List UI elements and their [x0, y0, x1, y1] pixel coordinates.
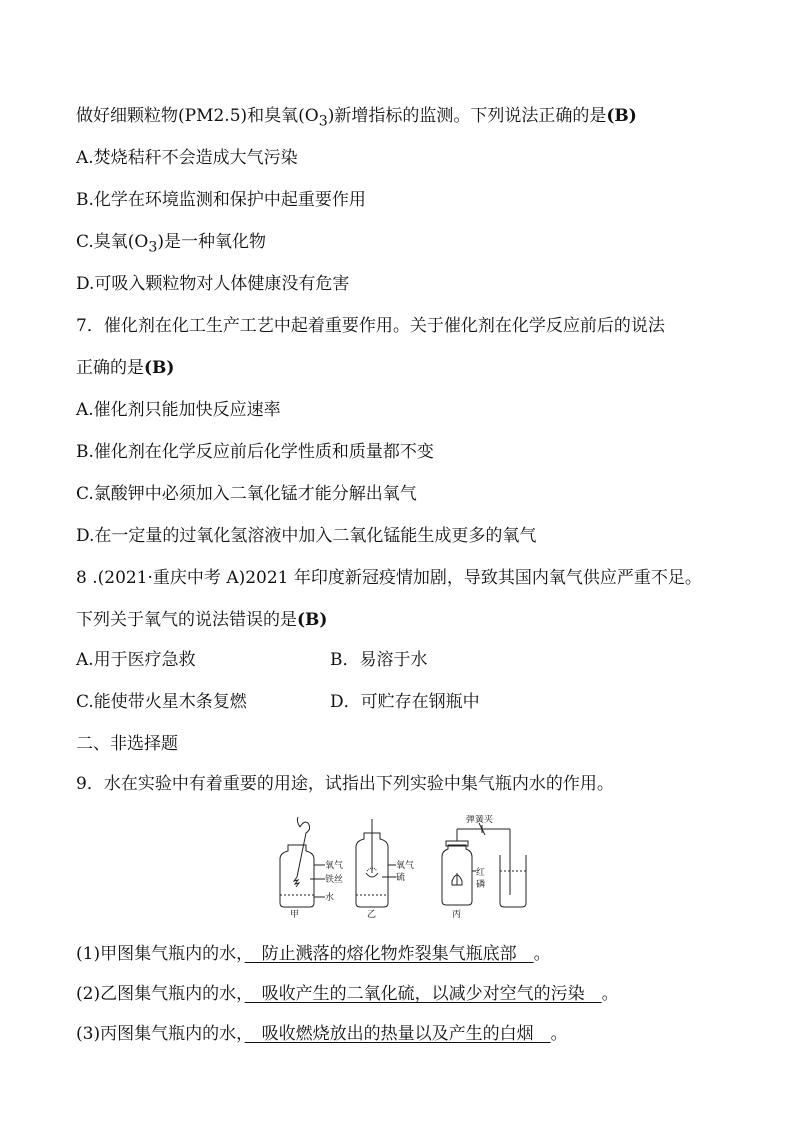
q9-stem: 9．水在实验中有着重要的用途，试指出下列实验中集气瓶内水的作用。 — [76, 774, 614, 794]
q9-answer-3 — [76, 1022, 568, 1046]
q8-option-c: C.能使带火星木条复燃 — [76, 692, 247, 712]
q7-stem-line1: 7．催化剂在化工生产工艺中起着重要作用。关于催化剂在化学反应前后的说法 — [76, 316, 665, 336]
q6-stem — [76, 104, 637, 133]
q7-stem-text: 正确的是 — [76, 358, 144, 378]
label-yi-sulfur: 硫 — [396, 873, 406, 883]
q6-stem-pre: 做好细颗粒物(PM2.5)和臭氧(O — [76, 106, 319, 126]
label-bing-red: 红 — [476, 868, 486, 878]
q9-a1-end: 。 — [533, 944, 551, 964]
q7-option-b: B.催化剂在化学反应前后化学性质和质量都不变 — [76, 442, 434, 462]
q6-option-d: D.可吸入颗粒物对人体健康没有危害 — [76, 274, 350, 294]
q8-stem-line2 — [76, 608, 327, 632]
q7-option-a: A.催化剂只能加快反应速率 — [76, 400, 281, 420]
q9-a2-answer: 吸收产生的二氧化硫，以减少对空气的污染 — [244, 984, 602, 1004]
q8-answer: (B) — [297, 610, 328, 630]
q7-option-c: C.氯酸钾中必须加入二氧化锰才能分解出氧气 — [76, 484, 417, 504]
label-jia-water: 水 — [325, 893, 335, 903]
q9-a1-prefix: (1)甲图集气瓶内的水， — [76, 944, 245, 964]
q8-stem-line1: 8 .(2021·重庆中考 A)2021 年印度新冠疫情加剧，导致其国内氧气供应严重不足。 — [76, 568, 702, 588]
jar-yi — [356, 819, 396, 907]
q9-a3-answer: 吸收燃烧放出的热量以及产生的白烟 — [244, 1024, 551, 1044]
apparatus-bing — [442, 823, 526, 907]
q6-option-c — [76, 230, 266, 259]
label-yi: 乙 — [367, 910, 377, 920]
q8-option-b: B．易溶于水 — [330, 650, 428, 670]
q6-option-b: B.化学在环境监测和保护中起重要作用 — [76, 190, 366, 210]
q8-option-d: D．可贮存在钢瓶中 — [330, 692, 480, 712]
label-bing-phos: 磷 — [476, 880, 486, 890]
label-bing-clamp: 弹簧夹 — [466, 815, 494, 825]
q7-stem-line2 — [76, 356, 174, 380]
section-heading: 二、非选择题 — [76, 734, 178, 754]
q9-a3-prefix: (3)丙图集气瓶内的水， — [76, 1024, 245, 1044]
label-jia-wire: 铁丝 — [325, 875, 344, 885]
q6-stem-sub: 3 — [318, 113, 328, 130]
q9-a1-answer: 防止溅落的熔化物炸裂集气瓶底部 — [244, 944, 534, 964]
q8-option-a: A.用于医疗急救 — [76, 650, 196, 670]
q9-a2-end: 。 — [601, 984, 619, 1004]
q6-answer: (B) — [606, 106, 637, 126]
jar-jia — [280, 817, 325, 907]
q9-answer-2 — [76, 982, 619, 1006]
q7-option-d: D.在一定量的过氧化氢溶液中加入二氧化锰能生成更多的氧气 — [76, 526, 537, 546]
q6-stem-post: )新增指标的监测。下列说法正确的是 — [327, 106, 607, 126]
q8-stem-text: 下列关于氧气的说法错误的是 — [76, 610, 297, 630]
q9-answer-1 — [76, 942, 551, 966]
label-yi-oxygen: 氧气 — [396, 861, 415, 871]
label-jia: 甲 — [290, 910, 300, 920]
label-bing: 丙 — [452, 910, 462, 920]
q6-option-c-pre: C.臭氧(O — [76, 232, 149, 252]
q9-a3-end: 。 — [550, 1024, 568, 1044]
q7-answer: (B) — [144, 358, 175, 378]
experiment-figure — [270, 815, 530, 920]
label-jia-oxygen: 氧气 — [325, 861, 344, 871]
q6-option-c-post: )是一种氧化物 — [157, 232, 267, 252]
q9-a2-prefix: (2)乙图集气瓶内的水， — [76, 984, 245, 1004]
q6-option-c-sub: 3 — [148, 239, 158, 256]
q6-option-a: A.焚烧秸秆不会造成大气污染 — [76, 148, 298, 168]
